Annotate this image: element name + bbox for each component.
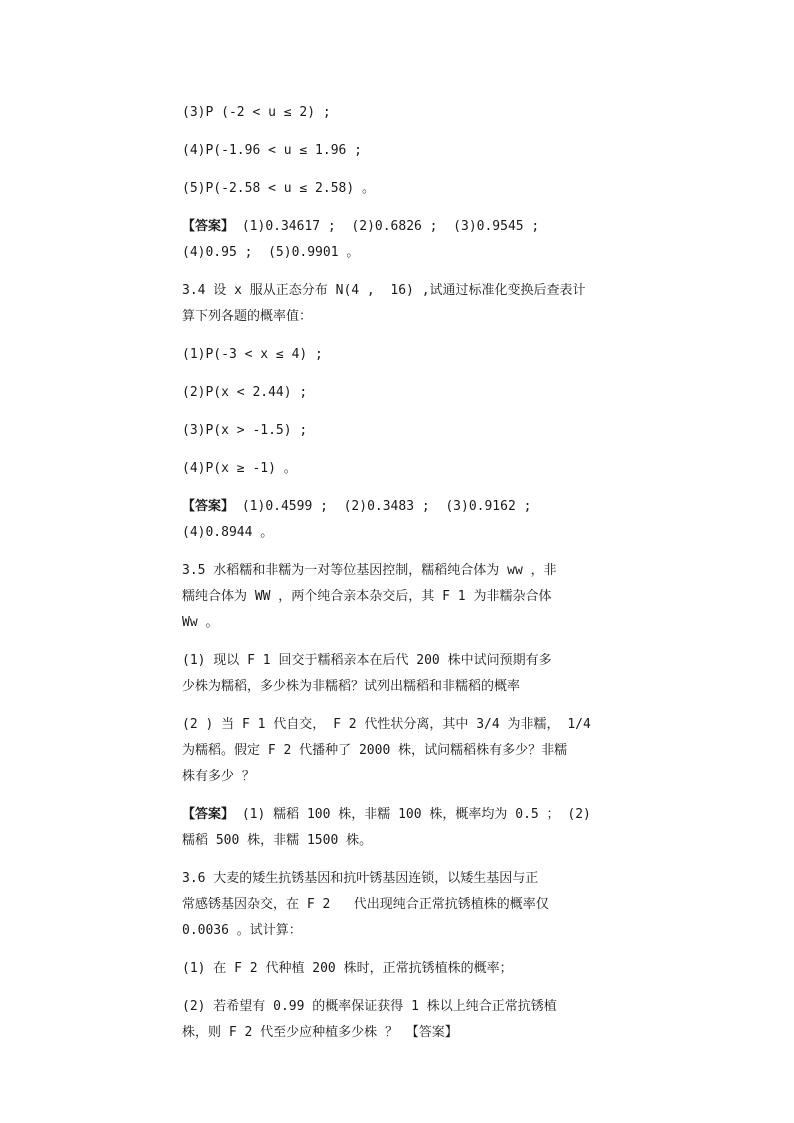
text-line xyxy=(182,214,622,240)
text-line xyxy=(182,802,622,828)
text-line xyxy=(182,100,622,126)
text-line xyxy=(182,918,622,944)
line-text: 糯稻 500 株，非糯 1500 株。 xyxy=(182,833,373,848)
line-text: 株有多少 ？ xyxy=(182,769,255,784)
text-line xyxy=(182,712,622,738)
text-line xyxy=(182,892,622,918)
text-line xyxy=(182,1020,622,1046)
text-line xyxy=(182,648,622,674)
line-text: 常感锈基因杂交，在 F 2 代出现纯合正常抗锈植株的概率仅 xyxy=(182,897,549,912)
line-text: (4)P(-1.96 < u ≤ 1.96 ; xyxy=(182,143,363,158)
text-line xyxy=(182,520,622,546)
text-line xyxy=(182,764,622,790)
text-line xyxy=(182,610,622,636)
text-line xyxy=(182,176,622,202)
text-paragraph xyxy=(182,176,622,202)
text-line xyxy=(182,138,622,164)
line-text: (1)P(-3 < x ≤ 4) ; xyxy=(182,347,323,362)
line-text: 株，则 F 2 代至少应种植多少株 ？ 【答案】 xyxy=(182,1025,458,1040)
text-paragraph xyxy=(182,712,622,790)
line-text: (2)P(x < 2.44) ; xyxy=(182,385,308,400)
text-paragraph xyxy=(182,956,622,982)
answer-label: 【答案】 xyxy=(182,499,235,514)
answer-label: 【答案】 xyxy=(182,219,235,234)
text-line xyxy=(182,380,622,406)
line-text: (1) 糯稻 100 株，非糯 100 株，概率均为 0.5 ； (2) xyxy=(234,807,591,822)
answer-paragraph xyxy=(182,214,622,266)
line-text: (2) 若希望有 0.99 的概率保证获得 1 株以上纯合正常抗锈植 xyxy=(182,999,557,1014)
answer-paragraph xyxy=(182,494,622,546)
line-text: (4)0.8944 。 xyxy=(182,525,274,540)
text-paragraph xyxy=(182,418,622,444)
line-text: 3.6 大麦的矮生抗锈基因和抗叶锈基因连锁，以矮生基因与正 xyxy=(182,871,539,886)
text-line xyxy=(182,558,622,584)
line-text: (3)P (-2 < u ≤ 2) ; xyxy=(182,105,331,120)
text-line xyxy=(182,738,622,764)
text-paragraph xyxy=(182,138,622,164)
line-text: 少株为糯稻，多少株为非糯稻？试列出糯稻和非糯稻的概率 xyxy=(182,679,521,694)
text-line xyxy=(182,828,622,854)
line-text: 3.4 设 x 服从正态分布 N(4 , 16) ,试通过标准化变换后查表计 xyxy=(182,283,586,298)
line-text: Ww 。 xyxy=(182,615,219,630)
text-line xyxy=(182,278,622,304)
line-text: 3.5 水稻糯和非糯为一对等位基因控制，糯稻纯合体为 ww ，非 xyxy=(182,563,557,578)
text-line xyxy=(182,342,622,368)
line-text: 算下列各题的概率值： xyxy=(182,309,313,324)
answer-paragraph xyxy=(182,802,622,854)
text-line xyxy=(182,456,622,482)
document-page xyxy=(182,100,622,1058)
text-line xyxy=(182,494,622,520)
text-line xyxy=(182,956,622,982)
text-paragraph xyxy=(182,380,622,406)
line-text: (1) 在 F 2 代种植 200 株时，正常抗锈植株的概率； xyxy=(182,961,513,976)
text-line xyxy=(182,866,622,892)
text-line xyxy=(182,240,622,266)
text-line xyxy=(182,304,622,330)
text-line xyxy=(182,994,622,1020)
line-text: 为糯稻。假定 F 2 代播种了 2000 株，试问糯稻株有多少？非糯 xyxy=(182,743,568,758)
line-text: (1) 现以 F 1 回交于糯稻亲本在后代 200 株中试问预期有多 xyxy=(182,653,552,668)
text-paragraph xyxy=(182,342,622,368)
text-line xyxy=(182,584,622,610)
line-text: (1)0.4599 ; (2)0.3483 ; (3)0.9162 ; xyxy=(234,499,532,514)
line-text: (5)P(-2.58 < u ≤ 2.58) 。 xyxy=(182,181,376,196)
text-line xyxy=(182,418,622,444)
text-paragraph xyxy=(182,456,622,482)
text-paragraph xyxy=(182,648,622,700)
text-paragraph xyxy=(182,100,622,126)
line-text: (1)0.34617 ; (2)0.6826 ; (3)0.9545 ; xyxy=(234,219,540,234)
text-paragraph xyxy=(182,994,622,1046)
line-text: (4)0.95 ; (5)0.9901 。 xyxy=(182,245,360,260)
line-text: (2 ) 当 F 1 代自交， F 2 代性状分离，其中 3/4 为非糯， 1/4 xyxy=(182,717,591,732)
text-paragraph xyxy=(182,278,622,330)
line-text: 0.0036 。试计算： xyxy=(182,923,302,938)
line-text: (4)P(x ≥ -1) 。 xyxy=(182,461,297,476)
line-text: 糯纯合体为 WW ，两个纯合亲本杂交后，其 F 1 为非糯杂合体 xyxy=(182,589,552,604)
line-text: (3)P(x > -1.5) ; xyxy=(182,423,308,438)
text-paragraph xyxy=(182,866,622,944)
text-paragraph xyxy=(182,558,622,636)
answer-label: 【答案】 xyxy=(182,807,235,822)
text-line xyxy=(182,674,622,700)
